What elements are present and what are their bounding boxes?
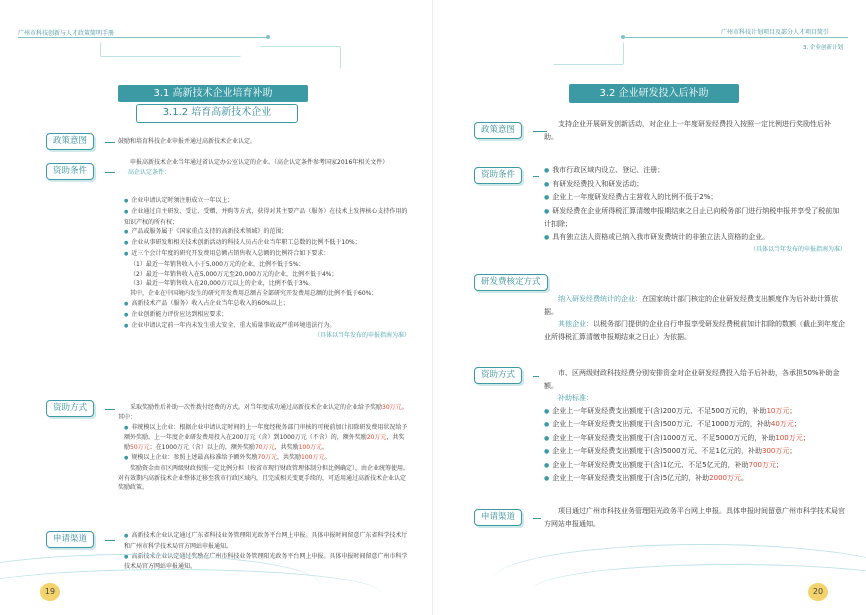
channel-label: 申请渠道 bbox=[46, 531, 94, 548]
label-connector bbox=[533, 376, 539, 377]
tier-item: ● 企业上一年研发经费支出额度于(含)5亿元的，补助2000万元。 bbox=[544, 472, 846, 486]
funding-label: 资助方式 bbox=[46, 400, 94, 417]
list-item: ● 研发经费在企业所得税汇算清缴申报期结束之日止已向税务部门进行纳税申报并享受了税前加计扣除； bbox=[544, 205, 846, 231]
label-connector bbox=[105, 540, 115, 541]
section-title: 3.1 高新技术企业培育补助 bbox=[118, 85, 308, 102]
funding-p2: 奖励资金由市区两级财政按照一定比例分担（按省市现行财政管理体制分担比例确定），由企业统筹使用。对有效期内高新技术企业整体迁移至我市行政区域内，且完成相关变更手续的，可适用通过高新技术企业认定奖励政策。 bbox=[118, 464, 410, 492]
list-item: ● 企业申请认定前一年内未发生重大安全、重大质量事故或严重环境违法行为。 bbox=[118, 321, 410, 332]
label-connector bbox=[533, 176, 539, 177]
list-item: ● 企业创新能力评价应达到相应要求； bbox=[118, 310, 410, 321]
funding-bullet-1: ● 非统模以上企业：根据企业申请认定时间的上一年度经税务部门审核的可税前加计扣除研发费用状况给予额外奖励。上一年度企业研发费用投入在200万元（含）到1000万元（不含）的，额外奖励20万元，共奖励50万元；在1000万元（含）以上的，额外奖励70万元，共奖励100万元。 bbox=[118, 423, 410, 453]
list-subitem: （3）最近一年销售收入在20,000万元以上的企业，比例不低于3%。 bbox=[130, 280, 315, 288]
list-item: ● 高新技术企业认定通过奖励在广州市科技业务管理阳光政务平台网上申报。具体申报时间留意广州市科学技术局官方网站申报通知。 bbox=[118, 552, 410, 573]
list-item: ● 我市行政区域内设立、登记、注册； bbox=[544, 164, 846, 178]
list-item: ● 企业从事研发和相关技术创新活动的科技人员占企业当年职工总数的比例不低于10%； bbox=[118, 238, 410, 249]
circuit-decoration bbox=[260, 46, 341, 69]
list-item: ● 高新技术产品（服务）收入占企业当年总收入的60%以上； bbox=[118, 299, 410, 310]
conditions-label: 资助条件 bbox=[474, 167, 522, 184]
conditions-list bbox=[544, 164, 846, 257]
header-divider bbox=[623, 37, 848, 38]
circuit-decoration bbox=[553, 42, 624, 65]
conditions-note: （具体以当年发布的申报指南为准） bbox=[749, 246, 846, 253]
page-number: 19 bbox=[40, 583, 60, 601]
left-header: 广州市科技创新与人才政策简明手册 bbox=[18, 30, 115, 37]
list-item: ● 企业申请认定时须注册成立一年以上； bbox=[118, 196, 410, 207]
conditions-middle: 其中，企业在中国境内发生的研究开发费用总额占全部研究开发费用总额的比例不低于60%； bbox=[130, 290, 378, 298]
list-item: ● 近三个会计年度的研究开发费用总额占销售收入总额的比例符合如下要求： bbox=[118, 249, 410, 260]
circuit-decoration bbox=[100, 42, 241, 57]
section-subtitle: 3.1.2 培育高新技术企业 bbox=[136, 104, 298, 123]
tier-item: ● 企业上一年研发经费支出额度于(含)1000万元、不足5000万元的，补助100万元； bbox=[544, 432, 846, 446]
right-header-sub: 3. 企业创新计划 bbox=[803, 45, 843, 51]
tier-item: ● 企业上一年研发经费支出额度于(含)200万元、不足500万元的，补助10万元； bbox=[544, 405, 846, 419]
list-subitem: （1）最近一年销售收入小于5,000万元的企业，比例不低于5%； bbox=[130, 260, 305, 268]
label-connector bbox=[105, 172, 115, 173]
right-header: 广州市科技计划项目及部分人才项目简引 bbox=[721, 29, 830, 36]
policy-intent-text: 支持企业开展研发创新活动，对企业上一年度研发经费投入按照一定比例进行奖励性后补助。 bbox=[544, 120, 831, 141]
list-item: ● 企业通过自主研发、受让、受赠、并购等方式，获得对其主要产品（服务）在技术上发挥核心支持作用的知识产权的所有权； bbox=[118, 207, 410, 228]
determination-label: 研发费核定方式 bbox=[474, 274, 548, 291]
tier-item: ● 企业上一年研发经费支出额度于(含)1亿元、不足5亿元的，补助700万元； bbox=[544, 459, 846, 473]
conditions-list bbox=[118, 196, 410, 341]
funding-label: 资助方式 bbox=[474, 367, 522, 384]
header-dot bbox=[266, 35, 270, 39]
funding-block bbox=[118, 403, 410, 493]
policy-intent-label: 政策意图 bbox=[474, 122, 522, 139]
header-divider bbox=[18, 37, 268, 38]
header-dot bbox=[621, 35, 625, 39]
tier-item: ● 企业上一年研发经费支出额度于(含)5000万元、不足1亿元的，补助300万元； bbox=[544, 445, 846, 459]
list-item: ● 产品或服务属于《国家重点支持的高新技术领域》的范围； bbox=[118, 227, 410, 238]
determination-block: 纳入研发经费统计的企业：在国家统计部门核定的企业研发经费支出额度作为后补助计算依据。 其他企业：以税务部门提供的企业自行申报享受研发经费税前加计扣除的数额（截止到年度企业所得税汇算清缴申报期结束之日止）为依据。 bbox=[544, 295, 845, 341]
list-item: ● 高新技术企业认定通过广东省科技业务管理阳光政务平台网上申报。具体申报时间留意广东省科学技术厅和广州市科学技术局官方网站申报通知。 bbox=[118, 531, 410, 552]
right-page bbox=[433, 0, 866, 615]
tier-item: ● 企业上一年研发经费支出额度于(含)500万元、不足1000万元的，补助40万元； bbox=[544, 418, 846, 432]
conditions-intro: 申报高新技术企业当年通过省认定办公室认定的企业。（高企认定条件参考国家2016年相关文件） bbox=[130, 159, 389, 166]
list-subitem: （2）最近一年销售收入在5,000万元至20,000万元的企业，比例不低于4%； bbox=[130, 270, 338, 278]
policy-intent-label: 政策意图 bbox=[46, 133, 94, 150]
conditions-subtitle: 高企认定条件： bbox=[128, 168, 171, 176]
page-number: 20 bbox=[808, 583, 828, 601]
label-connector bbox=[533, 518, 541, 519]
list-item: ● 有研发经费投入和研发活动； bbox=[544, 178, 846, 192]
label-connector bbox=[105, 409, 115, 410]
funding-bullet-2: ● 规模以上企业：参照上述最高标准给予额外奖励70万元，共奖励100万元。 bbox=[118, 453, 410, 464]
conditions-label: 资助条件 bbox=[46, 163, 94, 180]
label-connector bbox=[105, 142, 115, 143]
conditions-block bbox=[118, 158, 410, 178]
section-title: 3.2 企业研发投入后补助 bbox=[569, 84, 739, 103]
channel-label: 申请渠道 bbox=[474, 509, 522, 526]
conditions-note: （具体以当年发布的申报指南为准） bbox=[313, 332, 410, 340]
funding-p1: 采取奖励性后补助一次性拨付经费的方式。对当年度成功通过高新技术企业认定的企业给予奖励30万元。其中： bbox=[118, 404, 408, 421]
list-item: ● 企业上一年度研发经费占主营收入的比例不低于2%； bbox=[544, 191, 846, 205]
list-item: ● 具有独立法人资格或已纳入我市研发费统计的非独立法人资格的企业。 bbox=[544, 231, 846, 245]
funding-block: 市、区两级财政科技经费分别安排资金对企业研发经费投入给予后补助，各承担50%补助金额。 补助标准： ● 企业上一年研发经费支出额度于(含)200万元、不足500万元的，补助10万元； ● 企业上一年研发经费支出额度于(含)500万元、不足1000万元的，补助40万元； ● 企业上一年研发经费支出额度于(含)1000万元、不足5000万元的，补助100万元； ● 企业上一年研发经费支出额度于(含)5000万元、不足1亿元的，补助300万元； ● 企业上一年研发经费支出额度于(含)1亿元、不足5亿元的，补助700万元； ● 企业上一年研发经费支出额度于(含)5亿元的，补助2000万元。 bbox=[544, 367, 846, 486]
policy-intent-text: 鼓励和培育科技企业申报并通过高新技术企业认定。 bbox=[118, 138, 257, 145]
channel-text: 项目通过广州市科技业务管理阳光政务平台网上申报。具体申报时间留意广州市科学技术局官方网站申报通知。 bbox=[544, 507, 845, 528]
